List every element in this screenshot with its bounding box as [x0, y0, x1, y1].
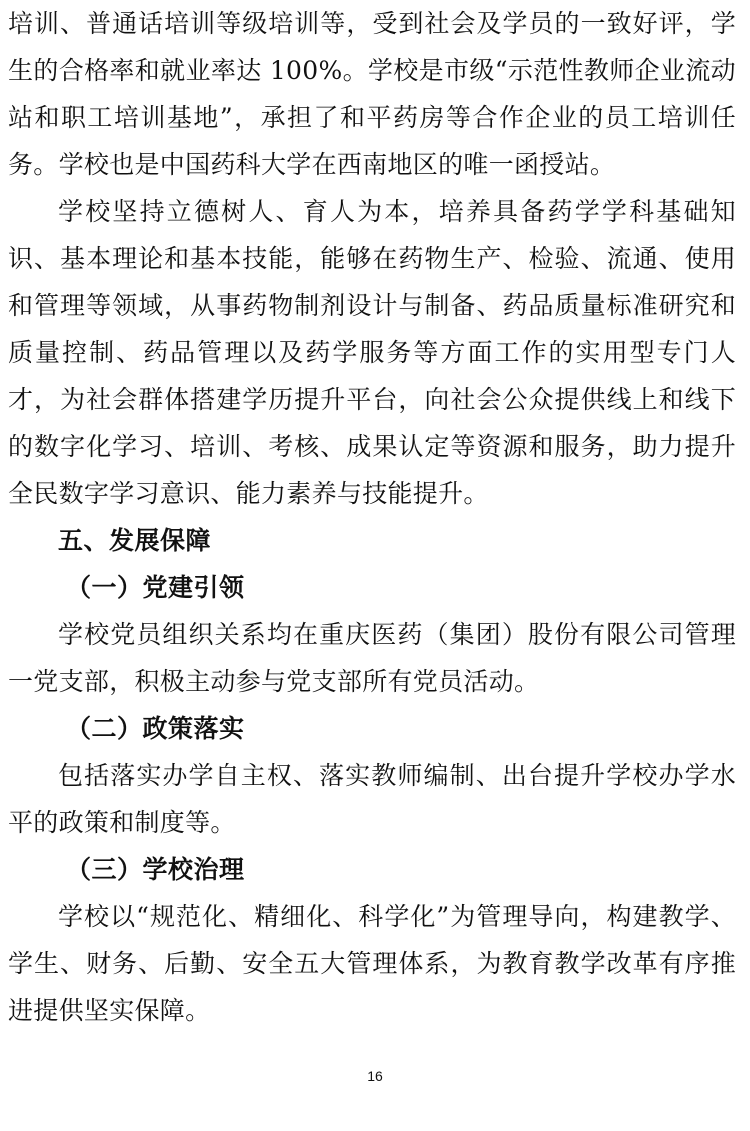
page-number: 16 [367, 1068, 383, 1084]
paragraph-school-governance: 学校以“规范化、精细化、科学化”为管理导向，构建教学、学生、财务、后勤、安全五大管理体系，为教育教学改革有序推进提供坚实保障。 [8, 902, 736, 1025]
paragraph-training-results: 培训、普通话培训等级培训等，受到社会及学员的一致好评，学生的合格率和就业率达 100%。学校是市级“示范性教师企业流动站和职工培训基地”，承担了和平药房等合作企业的员工培训任务。学校也是中国药科大学在西南地区的唯一函授站。 [8, 9, 736, 179]
subheading-policy-implementation: （二）政策落实 [66, 714, 245, 743]
paragraph-party-organization: 学校党员组织关系均在重庆医药（集团）股份有限公司管理一党支部，积极主动参与党支部所有党员活动。 [8, 620, 736, 696]
subheading-school-governance: （三）学校治理 [66, 855, 245, 884]
paragraph-policy-implementation: 包括落实办学自主权、落实教师编制、出台提升学校办学水平的政策和制度等。 [8, 761, 736, 837]
paragraph-school-mission: 学校坚持立德树人、育人为本，培养具备药学学科基础知识、基本理论和基本技能，能够在药物生产、检验、流通、使用和管理等领域，从事药物制剂设计与制备、药品质量标准研究和质量控制、药品管理以及药学服务等方面工作的实用型专门人才，为社会群体搭建学历提升平台，向社会公众提供线上和线下的数字化学习、培训、考核、成果认定等资源和服务，助力提升全民数字学习意识、能力素养与技能提升。 [8, 197, 736, 508]
document-page [8, 0, 736, 1131]
section-heading-development-guarantee: 五、发展保障 [58, 526, 212, 555]
subheading-party-leadership: （一）党建引领 [66, 573, 245, 602]
